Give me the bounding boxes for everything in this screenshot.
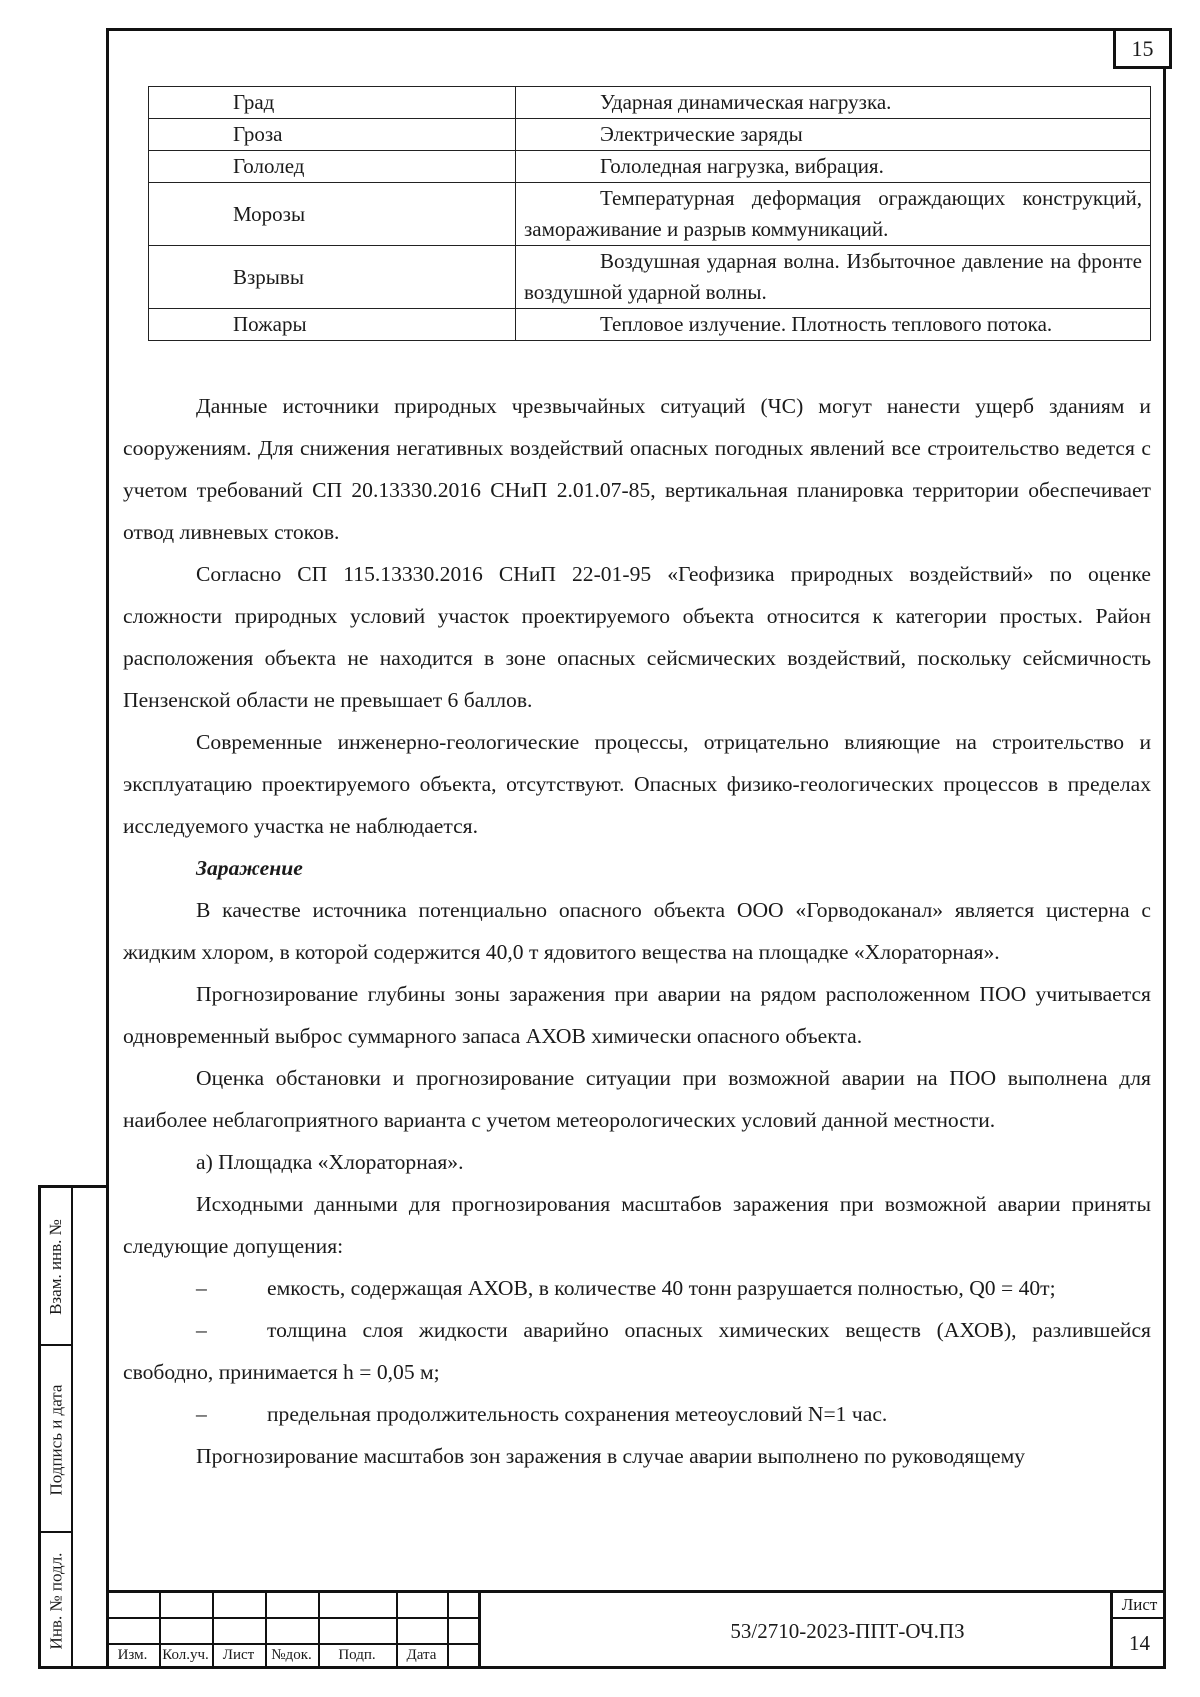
document-code: 53/2710-2023-ППТ-ОЧ.ПЗ xyxy=(478,1593,1200,1669)
table-row xyxy=(149,87,1151,119)
hazard-source: Взрывы xyxy=(149,246,516,309)
sheet-label: Лист xyxy=(1113,1593,1166,1619)
hazard-effect xyxy=(516,309,1151,341)
hazard-effect xyxy=(516,151,1151,183)
list-item xyxy=(123,1309,1151,1393)
list-item-text: толщина слоя жидкости аварийно опасных химических веществ (АХОВ), разлившейся свободно, принимается h = 0,05 м; xyxy=(123,1318,1151,1384)
paragraph: Оценка обстановки и прогнозирование ситуации при возможной аварии на ПОО выполнена для наиболее неблагоприятного варианта с учетом метеорологических условий данной местности. xyxy=(123,1066,1151,1132)
dash-marker: – xyxy=(196,1318,207,1342)
title-block-header: №док. xyxy=(271,1647,312,1663)
hazard-source: Морозы xyxy=(149,183,516,246)
hazard-source: Гололед xyxy=(149,151,516,183)
section-heading: Заражение xyxy=(196,856,303,880)
paragraph: Современные инженерно-геологические процессы, отрицательно влияющие на строительство и эксплуатацию проектируемого объекта, отсутствуют. Опасных физико-геологических процессов в пределах исследуемого участка не наблюдается. xyxy=(123,730,1151,838)
table-row xyxy=(149,246,1151,309)
paragraph: Прогнозирование глубины зоны заражения при аварии на рядом расположенном ПОО учитывается одновременный выброс суммарного запаса АХОВ химически опасного объекта. xyxy=(123,982,1151,1048)
title-block-header: Изм. xyxy=(117,1647,148,1663)
list-item-text: емкость, содержащая АХОВ, в количестве 40 тонн разрушается полностью, Q0 = 40т; xyxy=(267,1276,1056,1300)
dash-marker: – xyxy=(196,1276,207,1300)
hazard-effect xyxy=(516,87,1151,119)
paragraph: Согласно СП 115.13330.2016 СНиП 22-01-95 «Геофизика природных воздействий» по оценке сложности природных условий участок проектируемого объекта относится к категории простых. Район расположения объекта не находится в зоне опасных сейсмических воздействий, поскольку сейсмичность Пензенской области не превышает 6 баллов. xyxy=(123,562,1151,712)
table-row xyxy=(149,119,1151,151)
list-item-text: предельная продолжительность сохранения метеоусловий N=1 час. xyxy=(267,1402,888,1426)
title-block-header: Лист xyxy=(222,1647,255,1663)
title-block-header: Кол.уч. xyxy=(162,1647,209,1663)
effect-line: Электрические заряды xyxy=(600,122,803,146)
page-number: 15 xyxy=(1113,28,1172,69)
label-podpis: Подпись и дата xyxy=(46,1384,65,1495)
dash-marker: – xyxy=(196,1402,207,1426)
table-row xyxy=(149,151,1151,183)
effect-line: Тепловое излучение. Плотность теплового потока. xyxy=(600,312,1053,336)
paragraph: Прогнозирование масштабов зон заражения в случае аварии выполнено по руководящему xyxy=(196,1444,1026,1468)
hazard-source: Пожары xyxy=(149,309,516,341)
effect-line: замораживание и разрыв коммуникаций. xyxy=(524,217,889,241)
hazard-effect xyxy=(516,119,1151,151)
sheet-number: 14 xyxy=(1129,1631,1150,1655)
title-block-header: Дата xyxy=(406,1647,437,1663)
list-item xyxy=(123,1393,1151,1435)
hazard-source: Гроза xyxy=(149,119,516,151)
effect-line: воздушной ударной волны. xyxy=(524,280,767,304)
sheet-box xyxy=(1110,1593,1166,1669)
title-block xyxy=(106,1590,1166,1669)
paragraph: а) Площадка «Хлораторная». xyxy=(196,1150,464,1174)
label-vzam: Взам. инв. № xyxy=(46,1219,65,1315)
approval-strip xyxy=(38,1185,106,1669)
paragraph: В качестве источника потенциально опасного объекта ООО «Горводоканал» является цистерна с жидким хлором, в которой содержится 40,0 т ядовитого вещества на площадке «Хлораторная». xyxy=(123,898,1151,964)
document-body xyxy=(123,385,1151,1477)
list-item xyxy=(123,1267,1151,1309)
paragraph: Данные источники природных чрезвычайных ситуаций (ЧС) могут нанести ущерб зданиям и сооружениям. Для снижения негативных воздействий опасных погодных явлений все строительство ведется с учетом требований СП 20.13330.2016 СНиП 2.01.07-85, вертикальная планировка территории обеспечивает отвод ливневых стоков. xyxy=(123,394,1151,544)
effect-line: Температурная деформация ограждающих конструкций, xyxy=(600,186,1142,210)
table-row xyxy=(149,183,1151,246)
hazard-source: Град xyxy=(149,87,516,119)
effect-line: Гололедная нагрузка, вибрация. xyxy=(600,154,884,178)
effect-line: Воздушная ударная волна. Избыточное давление на фронте xyxy=(600,249,1142,273)
title-block-header: Подп. xyxy=(338,1647,376,1663)
table-row xyxy=(149,309,1151,341)
hazard-effect xyxy=(516,183,1151,246)
label-inv: Инв. № подл. xyxy=(46,1552,65,1650)
hazard-effect xyxy=(516,246,1151,309)
effect-line: Ударная динамическая нагрузка. xyxy=(600,90,892,114)
paragraph: Исходными данными для прогнозирования масштабов заражения при возможной аварии приняты следующие допущения: xyxy=(123,1192,1151,1258)
revision-grid xyxy=(106,1593,478,1669)
hazard-table xyxy=(148,86,1151,341)
